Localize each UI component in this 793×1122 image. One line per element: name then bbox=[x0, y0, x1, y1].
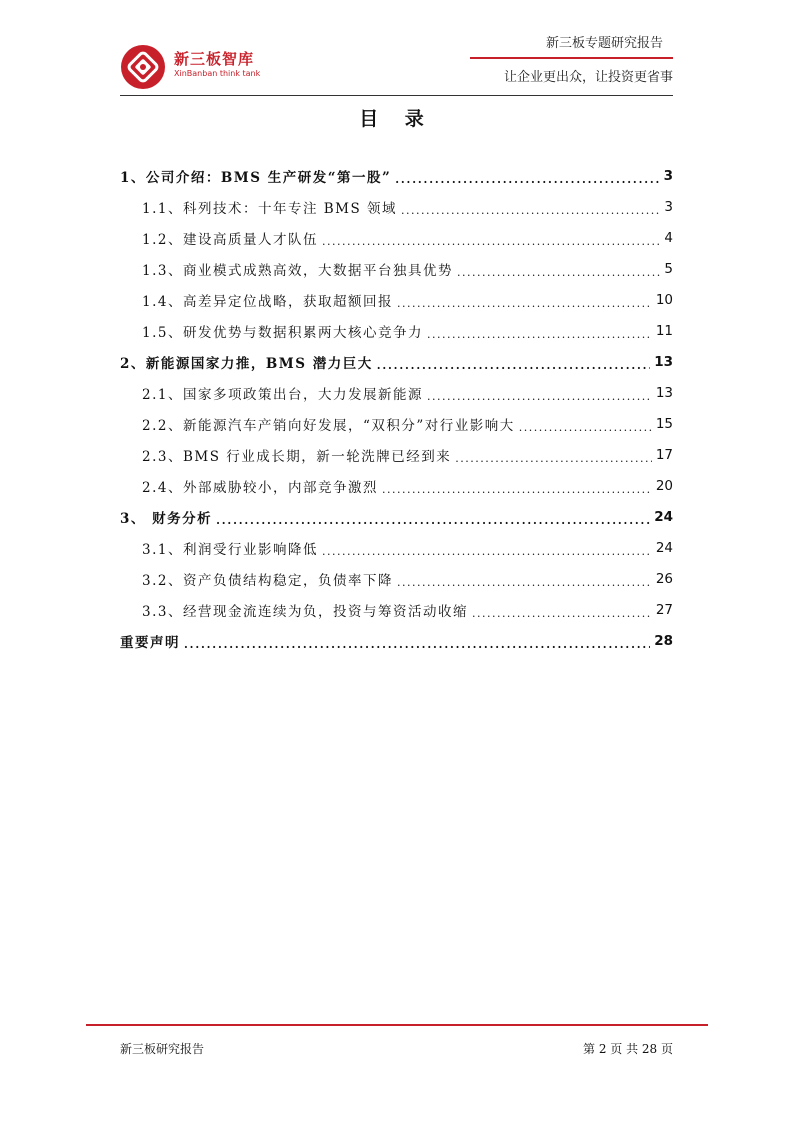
toc-entry-label: 1.1、科列技术：十年专注 BMS 领域 bbox=[142, 200, 398, 217]
toc-entry-page: 20 bbox=[655, 477, 673, 494]
toc-leader-dots bbox=[382, 481, 652, 497]
toc-leader-dots bbox=[457, 264, 660, 280]
toc-entry[interactable] bbox=[120, 439, 673, 470]
header-divider-red bbox=[470, 57, 673, 59]
toc-entry-label: 1、公司介绍：BMS 生产研发“第一股” bbox=[120, 169, 392, 186]
table-of-contents bbox=[120, 160, 673, 656]
toc-entry-label: 2.2、新能源汽车产销向好发展，“双积分”对行业影响大 bbox=[142, 417, 515, 434]
toc-leader-dots bbox=[377, 357, 651, 373]
toc-entry-page: 5 bbox=[664, 260, 673, 277]
toc-entry-page: 28 bbox=[654, 632, 673, 649]
toc-entry-page: 27 bbox=[655, 601, 673, 618]
footer-report-name: 新三板研究报告 bbox=[120, 1042, 205, 1056]
toc-entry-page: 11 bbox=[655, 322, 673, 339]
toc-entry[interactable] bbox=[120, 594, 673, 625]
toc-entry-label: 1.2、建设高质量人才队伍 bbox=[142, 231, 318, 248]
toc-entry-label: 2.1、国家多项政策出台，大力发展新能源 bbox=[142, 386, 423, 403]
toc-entry[interactable] bbox=[120, 470, 673, 501]
logo-mark-icon bbox=[120, 44, 166, 90]
toc-entry[interactable] bbox=[120, 532, 673, 563]
toc-entry-label: 2、新能源国家力推，BMS 潜力巨大 bbox=[120, 355, 373, 372]
toc-leader-dots bbox=[184, 636, 650, 652]
toc-leader-dots bbox=[455, 450, 652, 466]
toc-leader-dots bbox=[322, 233, 660, 249]
toc-entry-page: 13 bbox=[654, 353, 673, 370]
header-divider bbox=[120, 95, 673, 96]
toc-entry[interactable] bbox=[120, 191, 673, 222]
toc-leader-dots bbox=[397, 295, 652, 311]
toc-entry[interactable] bbox=[120, 253, 673, 284]
toc-entry-page: 4 bbox=[664, 229, 673, 246]
toc-entry[interactable] bbox=[120, 222, 673, 253]
toc-entry[interactable] bbox=[120, 563, 673, 594]
toc-entry[interactable] bbox=[120, 346, 673, 377]
toc-entry-page: 3 bbox=[664, 198, 673, 215]
toc-entry-page: 24 bbox=[654, 508, 673, 525]
toc-entry-label: 2.4、外部威胁较小，内部竞争激烈 bbox=[142, 479, 378, 496]
toc-leader-dots bbox=[216, 512, 650, 528]
header-slogan: 让企业更出众，让投资更省事 bbox=[503, 70, 673, 85]
toc-entry-label: 3.3、经营现金流连续为负，投资与筹资活动收缩 bbox=[142, 603, 468, 620]
toc-entry-label: 3、 财务分析 bbox=[120, 510, 213, 527]
footer-divider bbox=[86, 1024, 708, 1026]
toc-entry-page: 17 bbox=[655, 446, 673, 463]
toc-entry-page: 26 bbox=[655, 570, 673, 587]
toc-entry-page: 15 bbox=[655, 415, 673, 432]
toc-entry[interactable] bbox=[120, 160, 673, 191]
report-series-title: 新三板专题研究报告 bbox=[545, 36, 663, 51]
toc-leader-dots bbox=[427, 388, 652, 404]
toc-entry-label: 1.4、高差异定位战略，获取超额回报 bbox=[142, 293, 393, 310]
toc-entry[interactable] bbox=[120, 625, 673, 656]
toc-entry-label: 1.3、商业模式成熟高效，大数据平台独具优势 bbox=[142, 262, 453, 279]
toc-entry-page: 10 bbox=[655, 291, 673, 308]
toc-leader-dots bbox=[397, 574, 652, 590]
toc-leader-dots bbox=[519, 419, 652, 435]
toc-leader-dots bbox=[322, 543, 652, 559]
toc-leader-dots bbox=[427, 326, 652, 342]
logo-text-en: XinBanban think tank bbox=[174, 69, 261, 78]
toc-entry-page: 13 bbox=[655, 384, 673, 401]
footer-page-info: 第 2 页 共 28 页 bbox=[583, 1042, 673, 1056]
toc-entry[interactable] bbox=[120, 501, 673, 532]
toc-leader-dots bbox=[401, 202, 660, 218]
toc-entry-page: 24 bbox=[655, 539, 673, 556]
toc-title: 目 录 bbox=[359, 108, 434, 130]
logo bbox=[120, 44, 300, 92]
toc-entry-label: 2.3、BMS 行业成长期，新一轮洗牌已经到来 bbox=[142, 448, 452, 465]
toc-entry[interactable] bbox=[120, 408, 673, 439]
logo-text-cn: 新三板智库 bbox=[174, 50, 255, 68]
toc-leader-dots bbox=[395, 171, 659, 187]
toc-entry[interactable] bbox=[120, 315, 673, 346]
toc-entry-label: 3.1、利润受行业影响降低 bbox=[142, 541, 318, 558]
toc-entry-label: 重要声明 bbox=[120, 634, 180, 651]
toc-entry[interactable] bbox=[120, 377, 673, 408]
toc-entry-page: 3 bbox=[663, 167, 673, 184]
toc-leader-dots bbox=[472, 605, 652, 621]
toc-entry-label: 3.2、资产负债结构稳定，负债率下降 bbox=[142, 572, 393, 589]
toc-entry-label: 1.5、研发优势与数据积累两大核心竞争力 bbox=[142, 324, 423, 341]
toc-entry[interactable] bbox=[120, 284, 673, 315]
